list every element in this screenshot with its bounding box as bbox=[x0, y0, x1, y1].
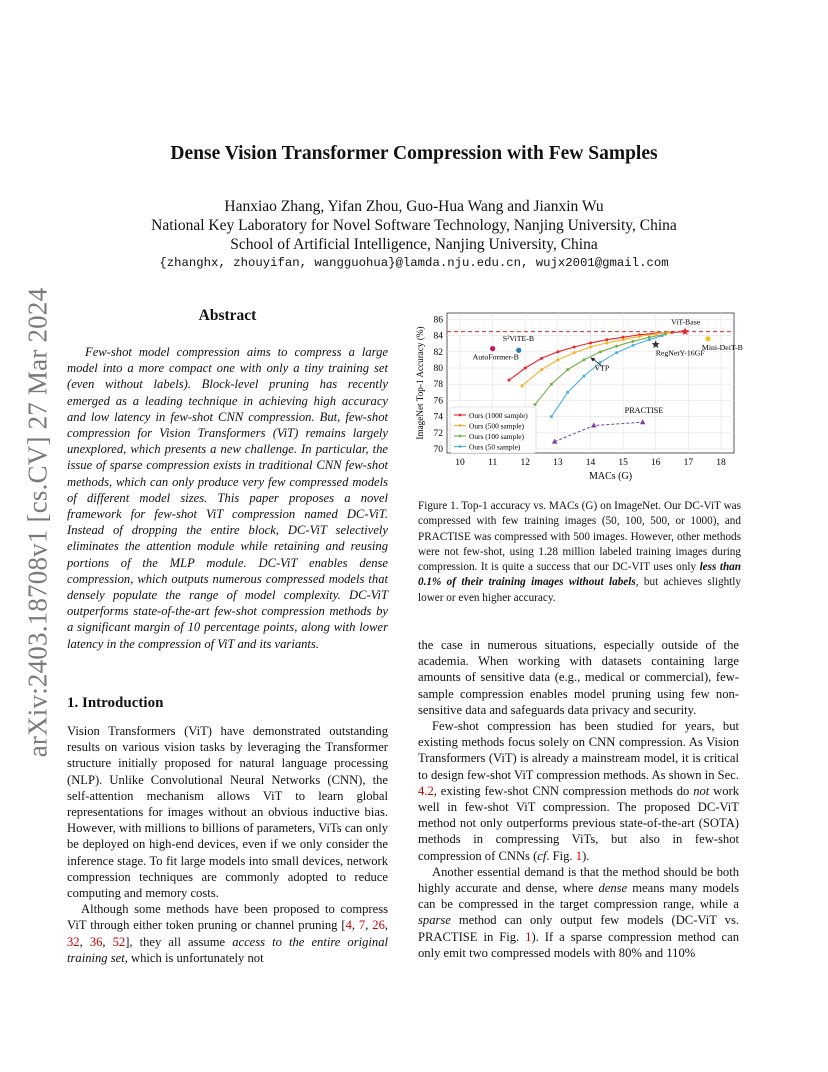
legend-entry: Ours (1000 sample) bbox=[469, 410, 528, 420]
caption-text-a: Figure 1. Top-1 accuracy vs. MACs (G) on ImageNet. Our DC-ViT was compressed with few training images (50, 100, 500, or 1000), and PRACTISE was compressed with 500 images. However, other methods were not few-shot, using 1.28 million labeled training images during compression. It is quite a success that our DC-VIT uses only bbox=[418, 500, 741, 574]
y-tick-label: 84 bbox=[433, 331, 443, 342]
x-tick-label: 16 bbox=[650, 458, 661, 468]
paper-title: Dense Vision Transformer Compression with Few Samples bbox=[170, 143, 658, 164]
right-p2-text-e: ). bbox=[582, 848, 590, 863]
x-tick-label: 10 bbox=[455, 458, 465, 468]
series-point bbox=[671, 331, 674, 334]
reference-point-label: Mini-DeiT-B bbox=[701, 342, 743, 352]
y-tick-label: 78 bbox=[433, 380, 443, 391]
right-p2-text-c: work well in few-shot ViT compression. The proposed DC-ViT method not only outperforms previous state-of-the-art (SOTA) methods in compressing ViTs, but also in few-shot compression of CNNs ( bbox=[418, 783, 739, 863]
x-tick-label: 18 bbox=[716, 458, 726, 468]
series-point bbox=[550, 415, 553, 418]
citation-link[interactable]: 26 bbox=[372, 918, 385, 933]
legend-swatch-marker bbox=[459, 445, 462, 448]
right-paragraph-2 bbox=[418, 718, 739, 864]
series-point bbox=[615, 351, 618, 354]
series-point bbox=[589, 341, 592, 344]
intro-p2-text-b: ], they all assume bbox=[125, 934, 233, 949]
series-point bbox=[556, 358, 559, 361]
intro-p2-text-a: Although some methods have been proposed to compress ViT through either token pruning or channel pruning [ bbox=[67, 902, 388, 933]
right-p2-text-a: Few-shot compression has been studied for years, but existing methods focus solely on CNN compression. As Vision Transformers (ViT) is already a mainstream model, it is critical to design few-shot ViT compression methods. As shown in Sec. bbox=[418, 719, 739, 782]
reference-point-label: S²ViTE-B bbox=[502, 334, 535, 344]
legend-entry: Ours (500 sample) bbox=[469, 421, 525, 431]
y-tick-label: 80 bbox=[433, 364, 443, 375]
series-point bbox=[582, 358, 585, 361]
series-point bbox=[589, 345, 592, 348]
series-point bbox=[631, 340, 634, 343]
series-point bbox=[605, 338, 608, 341]
series-point bbox=[664, 333, 667, 336]
series-point bbox=[550, 383, 553, 386]
legend-swatch-marker bbox=[459, 424, 462, 427]
practise-label: PRACTISE bbox=[624, 406, 664, 416]
citation-link[interactable]: 32 bbox=[67, 934, 80, 949]
citation-link[interactable]: 7 bbox=[358, 918, 366, 933]
series-point bbox=[521, 384, 524, 387]
series-point bbox=[556, 350, 559, 353]
x-tick-label: 14 bbox=[585, 458, 596, 468]
intro-p2-emphasis: access to the entire original training set bbox=[67, 934, 389, 965]
y-tick-label: 82 bbox=[433, 347, 443, 358]
x-tick-label: 12 bbox=[520, 458, 531, 468]
series-point bbox=[540, 357, 543, 360]
caption-text-b: , but achieves slightly lower or even higher accuracy. bbox=[418, 576, 741, 604]
right-p3-text-d: ). If a sparse compression method can only emit two compressed models with 80% and 110% bbox=[418, 929, 740, 960]
figure-link[interactable]: 1 bbox=[525, 929, 532, 944]
y-tick-label: 70 bbox=[433, 444, 443, 455]
series-point bbox=[540, 368, 543, 371]
y-axis-label: ImageNet Top-1 Accuracy (%) bbox=[415, 326, 425, 440]
reference-point-label: RegNetY-16GF bbox=[655, 348, 705, 358]
series-point bbox=[622, 338, 625, 341]
series-point bbox=[566, 368, 569, 371]
figure-1-caption bbox=[418, 499, 741, 606]
citation-link[interactable]: 4 bbox=[345, 918, 352, 933]
reference-point-circle bbox=[490, 346, 495, 351]
right-paragraph-1: the case in numerous situations, especially outside of the academia. When working with datasets containing large amounts of sensitive data (e.g., medical or commercial), few-sample compression enables model pruning using few non-sensitive data and safeguards data privacy and security. bbox=[418, 638, 739, 717]
caption-emphasis: less than 0.1% of their training images without labels bbox=[418, 561, 741, 589]
abstract-heading: Abstract bbox=[198, 307, 257, 324]
series-point bbox=[654, 333, 657, 336]
series-point bbox=[566, 391, 569, 394]
affiliation-2: School of Artificial Intelligence, Nanjing University, China bbox=[230, 236, 598, 253]
x-tick-label: 13 bbox=[553, 458, 563, 468]
x-tick-label: 15 bbox=[618, 458, 628, 468]
introduction-body bbox=[67, 723, 388, 966]
affiliation-1: National Key Laboratory for Novel Software Technology, Nanjing University, China bbox=[151, 217, 677, 234]
legend-swatch-marker bbox=[459, 435, 462, 438]
series-point bbox=[605, 341, 608, 344]
right-p3-emphasis-sparse: sparse bbox=[418, 913, 451, 928]
intro-paragraph-1: Vision Transformers (ViT) have demonstrated outstanding results on various vision tasks by leveraging the Transformer structure initially proposed for natural language processing (NLP). Unlike Convolutional Neural Networks (CNN), the self-attention mechanism allows ViT to learn global representations for images without an obvious inductive bias. However, with millions to billions of parameters, ViTs can only be deployed on high-end devices, even if we only consider the inference stage. To fit large models into small devices, network compression techniques are commonly adopted to reduce computing and memory costs. bbox=[67, 724, 388, 901]
legend-entry: Ours (100 sample) bbox=[469, 431, 525, 441]
series-point bbox=[667, 331, 670, 334]
paper-authors: Hanxiao Zhang, Yifan Zhou, Guo-Hua Wang and Jianxin Wu bbox=[224, 198, 604, 215]
right-p3-emphasis-dense: dense bbox=[598, 881, 628, 896]
x-axis-label: MACs (G) bbox=[588, 471, 633, 482]
arxiv-stamp-text: arXiv:2403.18708v1 [cs.CV] 27 Mar 2024 bbox=[22, 287, 53, 757]
introduction-heading: 1. Introduction bbox=[67, 695, 164, 711]
y-tick-label: 86 bbox=[433, 315, 443, 326]
series-point bbox=[524, 367, 527, 370]
citation-link[interactable]: 36 bbox=[89, 934, 103, 949]
right-p2-text-b: , existing few-shot CNN compression methods do bbox=[433, 783, 694, 798]
right-paragraph-3 bbox=[418, 864, 739, 961]
series-point bbox=[631, 344, 634, 347]
legend-swatch-marker bbox=[459, 414, 462, 417]
right-p2-text-d: . Fig. bbox=[546, 848, 576, 863]
figure-1-chart bbox=[405, 305, 745, 490]
abstract-text: Few-shot model compression aims to compress a large model into a more compact one with only a tiny training set (even without labels). Block-level pruning has recently emerged as a leading technique in achieving high accuracy and low latency in few-shot CNN compression. But, few-shot compression for Vision Transformers (ViT) remains largely unexplored, which presents a new challenge. In particular, the issue of sparse compression exists in traditional CNN few-shot methods, which can only produce very few compressed models of different model sizes. This paper proposes a novel framework for few-shot ViT compression named DC-ViT. Instead of dropping the entire block, DC-ViT selectively eliminates the attention module while retaining and reusing portions of the MLP module. DC-ViT enables dense compression, which outputs numerous compressed models that densely populate the range of model complexity. DC-ViT outperforms state-of-the-art few-shot compression methods by a significant margin of 10 percentage points, along with lower latency in the compression of ViT and its variants. bbox=[67, 345, 388, 651]
section-link[interactable]: 4.2 bbox=[418, 783, 434, 798]
legend-entry: Ours (50 sample) bbox=[469, 442, 521, 452]
reference-point-label: AutoFormer-B bbox=[472, 352, 519, 362]
right-column-body bbox=[418, 637, 739, 961]
series-point bbox=[534, 403, 537, 406]
intro-paragraph-2: Although some methods have been proposed to compress ViT through either token pruning or channel pruning [4, 7, 26, 32, 36, 52], they all assume access to the entire original training set, which is unfortunately not bbox=[67, 902, 389, 965]
y-tick-label: 76 bbox=[433, 396, 443, 407]
x-tick-label: 17 bbox=[683, 458, 694, 468]
author-emails: {zhanghx, zhouyifan, wangguohua}@lamda.nju.edu.cn, wujx2001@gmail.com bbox=[159, 256, 669, 270]
series-point bbox=[648, 338, 651, 341]
figure-link[interactable]: 1 bbox=[575, 848, 583, 863]
series-point bbox=[582, 375, 585, 378]
y-tick-label: 74 bbox=[433, 412, 443, 423]
reference-point-label: VTP bbox=[594, 363, 610, 373]
right-p3-text-c: method can only output few models (DC-ViT vs. PRACTISE in Fig. bbox=[418, 913, 739, 944]
intro-p2-text-c: , which is unfortunately not bbox=[124, 950, 264, 965]
y-tick-label: 72 bbox=[433, 428, 443, 439]
right-p2-emphasis: not bbox=[693, 783, 710, 798]
arxiv-stamp bbox=[20, 282, 56, 762]
series-point bbox=[573, 351, 576, 354]
series-point bbox=[599, 350, 602, 353]
chart-svg bbox=[405, 305, 745, 490]
citation-link[interactable]: 52 bbox=[112, 934, 126, 949]
series-point bbox=[638, 335, 641, 338]
series-point bbox=[507, 379, 510, 382]
series-point bbox=[661, 334, 664, 337]
right-p3-text-b: means many models can be compressed in the target compression range, while a bbox=[418, 881, 740, 912]
right-p2-cf: cf bbox=[537, 848, 547, 863]
x-tick-label: 11 bbox=[488, 458, 498, 468]
series-point bbox=[573, 345, 576, 348]
reference-point-circle bbox=[705, 336, 710, 341]
right-p3-text-a: Another essential demand is that the method should be both highly accurate and dense, where bbox=[418, 864, 739, 896]
reference-point-label: ViT-Base bbox=[671, 317, 701, 327]
series-point bbox=[615, 345, 618, 348]
